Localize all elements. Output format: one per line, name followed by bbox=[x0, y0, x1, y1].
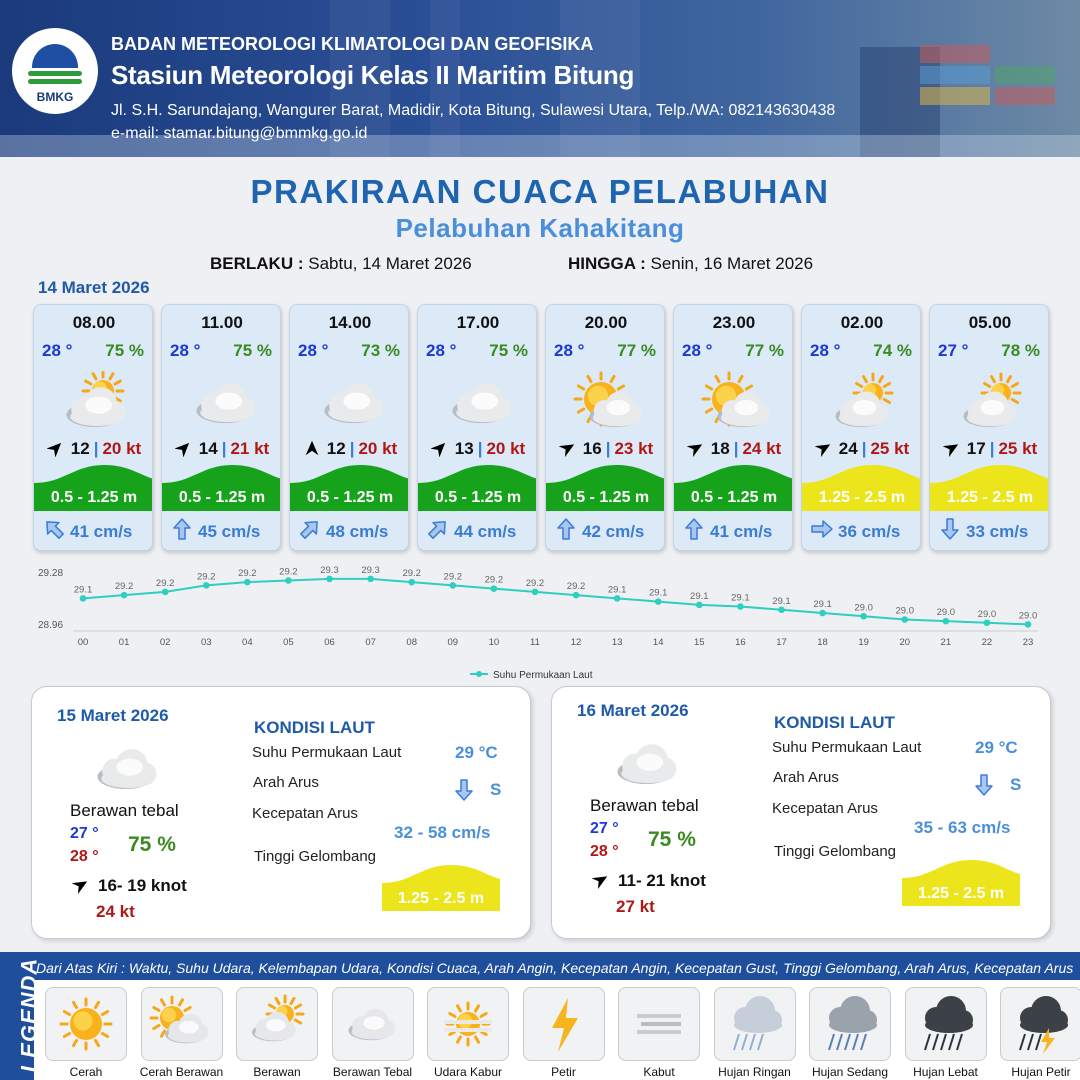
legend-item-label: Hujan Petir bbox=[1011, 1065, 1071, 1079]
legend-swatch-dot bbox=[476, 671, 482, 677]
sst-point bbox=[326, 576, 333, 583]
weather-icon bbox=[827, 371, 899, 431]
current-speed: 48 cm/s bbox=[326, 522, 389, 541]
sst-label: Suhu Permukaan Laut bbox=[772, 739, 922, 756]
hour-card bbox=[929, 304, 1049, 551]
temp-min: 27 ° bbox=[70, 825, 99, 842]
wave-height-label: Tinggi Gelombang bbox=[254, 848, 377, 865]
hour-card bbox=[801, 304, 921, 551]
wind-direction-icon bbox=[815, 439, 833, 457]
wave-height: 1.25 - 2.5 m bbox=[397, 890, 485, 907]
current-speed: 32 - 58 cm/s bbox=[394, 823, 491, 842]
sst-point bbox=[984, 619, 991, 626]
sun-cloud-icon bbox=[141, 987, 223, 1061]
wind-speed: 14 bbox=[198, 439, 218, 458]
x-tick-label: 11 bbox=[530, 637, 540, 648]
sst-data-label: 29.0 bbox=[936, 607, 956, 619]
gust-speed: 20 kt bbox=[102, 439, 142, 458]
wind-speed: 13 bbox=[454, 439, 474, 458]
sea-condition-title: KONDISI LAUT bbox=[774, 713, 895, 732]
cloud-icon bbox=[332, 987, 414, 1061]
valid-from-value: Sabtu, 14 Maret 2026 bbox=[308, 254, 472, 273]
sst-point bbox=[1025, 621, 1032, 628]
fog-icon bbox=[618, 987, 700, 1061]
day-panel bbox=[551, 686, 1051, 939]
x-tick-label: 00 bbox=[77, 637, 89, 648]
x-tick-label: 18 bbox=[817, 637, 828, 648]
wind-direction-icon bbox=[72, 876, 90, 899]
header-banner bbox=[0, 0, 1080, 157]
legend-item-label: Berawan bbox=[253, 1065, 301, 1079]
sst-data-label: 29.2 bbox=[484, 574, 504, 586]
current-speed: 33 cm/s bbox=[966, 522, 1029, 541]
weather-icon bbox=[955, 371, 1027, 431]
legend-item-label: Petir bbox=[551, 1065, 576, 1079]
air-temperature: 28 ° bbox=[298, 341, 329, 360]
wind-separator: | bbox=[221, 439, 227, 458]
sst-chart bbox=[30, 560, 1060, 685]
gust-speed: 25 kt bbox=[870, 439, 910, 458]
humidity: 74 % bbox=[873, 341, 912, 360]
current-direction-icon bbox=[554, 517, 578, 541]
sst-point bbox=[901, 616, 908, 623]
wind-readout bbox=[930, 439, 1049, 459]
sst-point bbox=[244, 579, 251, 586]
wind-readout bbox=[418, 439, 537, 459]
wave-height: 0.5 - 1.25 m bbox=[306, 489, 394, 506]
sst-point bbox=[573, 592, 580, 599]
panel-date: 15 Maret 2026 bbox=[57, 706, 169, 725]
hour-card bbox=[545, 304, 665, 551]
x-tick-label: 16 bbox=[735, 637, 746, 648]
wave-height: 1.25 - 2.5 m bbox=[946, 489, 1034, 506]
x-tick-label: 02 bbox=[159, 637, 171, 648]
x-tick-label: 13 bbox=[611, 637, 623, 648]
x-tick-label: 07 bbox=[365, 637, 376, 648]
weather-icon bbox=[187, 371, 259, 431]
sst-data-label: 29.1 bbox=[607, 584, 627, 596]
forecast-time: 23.00 bbox=[712, 313, 756, 332]
wind-range: 16- 19 knot bbox=[98, 876, 187, 895]
light-rain-icon bbox=[714, 987, 796, 1061]
hour-card bbox=[417, 304, 537, 551]
air-temperature: 28 ° bbox=[426, 341, 457, 360]
x-tick-label: 21 bbox=[940, 637, 952, 648]
x-tick-label: 01 bbox=[118, 637, 130, 648]
sst-data-label: 29.2 bbox=[238, 568, 257, 580]
sst-data-label: 29.1 bbox=[648, 587, 668, 599]
x-tick-label: 23 bbox=[1022, 637, 1034, 648]
gust-speed: 20 kt bbox=[358, 439, 398, 458]
air-temperature: 28 ° bbox=[554, 341, 585, 360]
sst-point bbox=[491, 585, 498, 592]
sst-data-label: 29.0 bbox=[854, 602, 873, 614]
x-tick-label: 17 bbox=[776, 637, 787, 648]
wind-separator: | bbox=[605, 439, 611, 458]
sst-data-label: 29.2 bbox=[566, 581, 586, 593]
temp-min: 27 ° bbox=[590, 820, 619, 837]
current-direction: S bbox=[490, 780, 502, 799]
day-panel bbox=[31, 686, 531, 939]
humidity: 75 % bbox=[105, 341, 144, 360]
humidity: 78 % bbox=[1001, 341, 1040, 360]
sst-data-label: 29.1 bbox=[813, 599, 832, 610]
sst-point bbox=[532, 589, 539, 596]
humidity: 75 % bbox=[233, 341, 272, 360]
sst-line bbox=[83, 579, 1028, 625]
y-tick-label: 28.96 bbox=[38, 620, 64, 631]
x-tick-label: 10 bbox=[488, 637, 500, 648]
wind-speed: 24 bbox=[838, 439, 858, 458]
wind-readout bbox=[802, 439, 921, 459]
weather-icon bbox=[699, 371, 771, 431]
gust-speed: 27 kt bbox=[616, 897, 655, 916]
bmkg-logo bbox=[12, 28, 98, 114]
port-name: Pelabuhan Kahakitang bbox=[395, 213, 685, 243]
wind-separator: | bbox=[861, 439, 867, 458]
wind-direction-icon bbox=[559, 439, 577, 457]
lightning-icon bbox=[523, 987, 605, 1061]
station-address: Jl. S.H. Sarundajang, Wangurer Barat, Madidir, Kota Bitung, Sulawesi Utara, Telp./WA: 082143630438 bbox=[111, 102, 836, 119]
sun-icon bbox=[45, 987, 127, 1061]
weather-icon bbox=[571, 371, 643, 431]
air-temperature: 28 ° bbox=[810, 341, 841, 360]
sst-data-label: 29.0 bbox=[1018, 610, 1038, 622]
valid-to-value: Senin, 16 Maret 2026 bbox=[650, 254, 814, 273]
wind-separator: | bbox=[349, 439, 355, 458]
sst-point bbox=[162, 589, 169, 596]
sst-data-label: 29.2 bbox=[155, 577, 175, 589]
org-name: BADAN METEOROLOGI KLIMATOLOGI DAN GEOFISIKA bbox=[111, 34, 594, 54]
humidity: 75 % bbox=[128, 833, 176, 856]
wind-speed: 18 bbox=[710, 439, 730, 458]
wave-height: 0.5 - 1.25 m bbox=[50, 489, 138, 506]
legend-label: Suhu Permukaan Laut bbox=[493, 670, 593, 681]
gust-speed: 24 kt bbox=[96, 902, 135, 921]
hour-card bbox=[33, 304, 153, 551]
sst-data-label: 29.0 bbox=[977, 608, 997, 620]
wind-separator: | bbox=[733, 439, 739, 458]
station-email: e-mail: stamar.bitung@bmmkg.go.id bbox=[111, 125, 368, 142]
current-direction-label: Arah Arus bbox=[773, 769, 839, 786]
current-speed: 41 cm/s bbox=[710, 522, 773, 541]
gust-speed: 20 kt bbox=[486, 439, 526, 458]
humidity: 77 % bbox=[745, 341, 784, 360]
humidity: 75 % bbox=[648, 828, 696, 851]
wind-direction-icon bbox=[47, 439, 65, 457]
current-direction-icon bbox=[938, 517, 962, 541]
humidity: 73 % bbox=[361, 341, 400, 360]
current-direction-icon bbox=[682, 517, 706, 541]
weather-icon bbox=[59, 371, 131, 431]
current-speed: 42 cm/s bbox=[582, 522, 645, 541]
sst-data-label: 29.1 bbox=[731, 592, 750, 604]
current-direction-icon bbox=[426, 517, 450, 541]
legend-note: Dari Atas Kiri : Waktu, Suhu Udara, Kelembapan Udara, Kondisi Cuaca, Arah Angin, Kecepatan Angin, Kecepatan Gust, Tinggi Gelombang, Arah Arus, Kecepatan Arus bbox=[36, 960, 1074, 976]
valid-to bbox=[568, 254, 813, 274]
current-speed-label: Kecepatan Arus bbox=[252, 805, 358, 822]
heavy-rain-icon bbox=[905, 987, 987, 1061]
sst-point bbox=[614, 595, 621, 602]
wave-height: 0.5 - 1.25 m bbox=[690, 489, 778, 506]
sst-point bbox=[737, 603, 744, 610]
weather-desc: Berawan tebal bbox=[590, 796, 699, 815]
forecast-time: 05.00 bbox=[968, 313, 1012, 332]
sst-point bbox=[285, 577, 292, 584]
forecast-time: 20.00 bbox=[584, 313, 628, 332]
temp-max: 28 ° bbox=[70, 848, 99, 865]
sst-point bbox=[408, 579, 415, 586]
wind-readout bbox=[674, 439, 793, 459]
current-speed-label: Kecepatan Arus bbox=[772, 800, 878, 817]
wind-separator: | bbox=[989, 439, 995, 458]
thunderstorm-icon bbox=[1000, 987, 1080, 1061]
air-temperature: 28 ° bbox=[42, 341, 73, 360]
panel-date: 16 Maret 2026 bbox=[577, 701, 689, 720]
legend-item-label: Hujan Ringan bbox=[718, 1065, 791, 1079]
x-tick-label: 09 bbox=[447, 637, 459, 648]
gust-speed: 21 kt bbox=[230, 439, 270, 458]
wind-speed: 12 bbox=[70, 439, 90, 458]
sst-data-label: 29.2 bbox=[525, 577, 545, 589]
current-direction-icon bbox=[298, 517, 322, 541]
sst-data-label: 29.1 bbox=[73, 584, 93, 596]
forecast-time: 14.00 bbox=[328, 313, 372, 332]
haze-icon bbox=[427, 987, 509, 1061]
wave-height: 1.25 - 2.5 m bbox=[917, 885, 1005, 902]
current-speed: 44 cm/s bbox=[454, 522, 517, 541]
x-tick-label: 03 bbox=[200, 637, 212, 648]
wind-direction-icon bbox=[943, 439, 961, 457]
current-speed: 35 - 63 cm/s bbox=[914, 818, 1011, 837]
legend-item-label: Udara Kabur bbox=[433, 1065, 503, 1079]
weather-desc: Berawan tebal bbox=[70, 801, 179, 820]
wind-readout bbox=[34, 439, 153, 459]
x-tick-label: 19 bbox=[858, 637, 869, 648]
legend-item-label: Hujan Sedang bbox=[811, 1065, 889, 1079]
wave-height: 0.5 - 1.25 m bbox=[178, 489, 266, 506]
x-tick-label: 22 bbox=[981, 637, 993, 648]
current-direction-icon bbox=[42, 517, 66, 541]
sst-data-label: 29.1 bbox=[690, 590, 709, 602]
sst-data-label: 29.2 bbox=[402, 568, 421, 580]
wind-readout bbox=[290, 439, 409, 459]
sst-point bbox=[655, 598, 662, 605]
wind-speed: 16 bbox=[582, 439, 602, 458]
sst-data-label: 29.2 bbox=[114, 581, 134, 593]
hour-card bbox=[673, 304, 793, 551]
legend-item-label: Cerah Berawan bbox=[139, 1065, 224, 1079]
wind-direction-icon bbox=[175, 439, 193, 457]
gust-speed: 25 kt bbox=[998, 439, 1038, 458]
wind-direction-icon bbox=[431, 439, 449, 457]
sst-point bbox=[696, 602, 703, 609]
sst-label: Suhu Permukaan Laut bbox=[252, 744, 402, 761]
wave-height: 0.5 - 1.25 m bbox=[562, 489, 650, 506]
legend-title: LEGENDA bbox=[16, 957, 42, 1073]
current-direction-icon bbox=[972, 773, 996, 802]
current-speed: 45 cm/s bbox=[198, 522, 261, 541]
wind-direction-icon bbox=[303, 439, 321, 457]
weather-icon bbox=[88, 737, 160, 797]
sst-point bbox=[121, 592, 128, 599]
wind-separator: | bbox=[477, 439, 483, 458]
legend-item-label: Cerah bbox=[69, 1065, 103, 1079]
legend-item-label: Kabut bbox=[643, 1065, 675, 1079]
sst-point bbox=[860, 613, 867, 620]
x-tick-label: 05 bbox=[283, 637, 294, 648]
sst-point bbox=[819, 610, 826, 617]
wave-height: 0.5 - 1.25 m bbox=[434, 489, 522, 506]
humidity: 75 % bbox=[489, 341, 528, 360]
sst-value: 29 °C bbox=[975, 738, 1018, 757]
forecast-time: 02.00 bbox=[840, 313, 884, 332]
wind-range: 11- 21 knot bbox=[618, 871, 706, 890]
current-speed: 41 cm/s bbox=[70, 522, 133, 541]
hour-card bbox=[161, 304, 281, 551]
current-direction-icon bbox=[452, 778, 476, 807]
gust-speed: 23 kt bbox=[614, 439, 654, 458]
sst-data-label: 29.2 bbox=[197, 571, 216, 583]
forecast-time: 17.00 bbox=[456, 313, 500, 332]
wind-readout bbox=[162, 439, 281, 459]
day1-date: 14 Maret 2026 bbox=[38, 278, 150, 297]
valid-from-label: BERLAKU : bbox=[210, 254, 304, 273]
sst-data-label: 29.3 bbox=[320, 564, 339, 576]
wave-height-label: Tinggi Gelombang bbox=[774, 843, 897, 860]
logo-text: BMKG bbox=[36, 90, 74, 104]
sst-data-label: 29.0 bbox=[895, 605, 914, 617]
sst-data-label: 29.3 bbox=[361, 564, 380, 576]
x-tick-label: 15 bbox=[694, 637, 705, 648]
sst-data-label: 29.2 bbox=[279, 566, 298, 578]
forecast-time: 11.00 bbox=[201, 313, 243, 332]
sst-point bbox=[203, 582, 210, 589]
hour-card bbox=[289, 304, 409, 551]
air-temperature: 28 ° bbox=[682, 341, 713, 360]
sst-point bbox=[778, 606, 785, 613]
x-tick-label: 12 bbox=[570, 637, 582, 648]
wind-readout bbox=[546, 439, 665, 459]
sst-data-label: 29.2 bbox=[443, 571, 463, 583]
current-direction-icon bbox=[810, 517, 834, 541]
current-direction: S bbox=[1010, 775, 1022, 794]
wind-direction-icon bbox=[592, 871, 610, 889]
sst-point bbox=[367, 576, 374, 583]
wind-direction-icon bbox=[72, 876, 90, 894]
wave-height: 1.25 - 2.5 m bbox=[818, 489, 906, 506]
station-name: Stasiun Meteorologi Kelas II Maritim Bitung bbox=[111, 60, 635, 90]
air-temperature: 28 ° bbox=[170, 341, 201, 360]
moderate-rain-icon bbox=[809, 987, 891, 1061]
current-speed: 36 cm/s bbox=[838, 522, 901, 541]
air-temperature: 27 ° bbox=[938, 341, 969, 360]
wind-direction-icon bbox=[687, 439, 705, 457]
sst-value: 29 °C bbox=[455, 743, 498, 762]
x-tick-label: 06 bbox=[324, 637, 335, 648]
wind-separator: | bbox=[93, 439, 99, 458]
sst-point bbox=[943, 618, 950, 625]
legend-item-label: Berawan Tebal bbox=[332, 1065, 413, 1079]
cloud-sun-icon bbox=[236, 987, 318, 1061]
sst-point bbox=[80, 595, 87, 602]
weather-icon bbox=[608, 732, 680, 792]
x-tick-label: 08 bbox=[406, 637, 417, 648]
x-tick-label: 20 bbox=[899, 637, 911, 648]
wind-speed: 17 bbox=[966, 439, 986, 458]
weather-icon bbox=[315, 371, 387, 431]
x-tick-label: 04 bbox=[242, 637, 253, 648]
legend bbox=[0, 952, 1080, 1080]
current-direction-icon bbox=[170, 517, 194, 541]
temp-max: 28 ° bbox=[590, 843, 619, 860]
forecast-time: 08.00 bbox=[72, 313, 116, 332]
weather-icon bbox=[443, 371, 515, 431]
x-tick-label: 14 bbox=[652, 637, 664, 648]
gust-speed: 24 kt bbox=[742, 439, 782, 458]
current-direction-label: Arah Arus bbox=[253, 774, 319, 791]
humidity: 77 % bbox=[617, 341, 656, 360]
wind-direction-icon bbox=[592, 871, 610, 894]
page-title: PRAKIRAAN CUACA PELABUHAN bbox=[250, 173, 830, 210]
wind-speed: 12 bbox=[326, 439, 346, 458]
sst-point bbox=[449, 582, 456, 589]
valid-from bbox=[210, 254, 472, 274]
sea-condition-title: KONDISI LAUT bbox=[254, 718, 375, 737]
sst-data-label: 29.1 bbox=[772, 595, 791, 607]
legend-item-label: Hujan Lebat bbox=[913, 1065, 978, 1079]
y-tick-label: 29.28 bbox=[38, 568, 64, 579]
valid-to-label: HINGGA : bbox=[568, 254, 646, 273]
